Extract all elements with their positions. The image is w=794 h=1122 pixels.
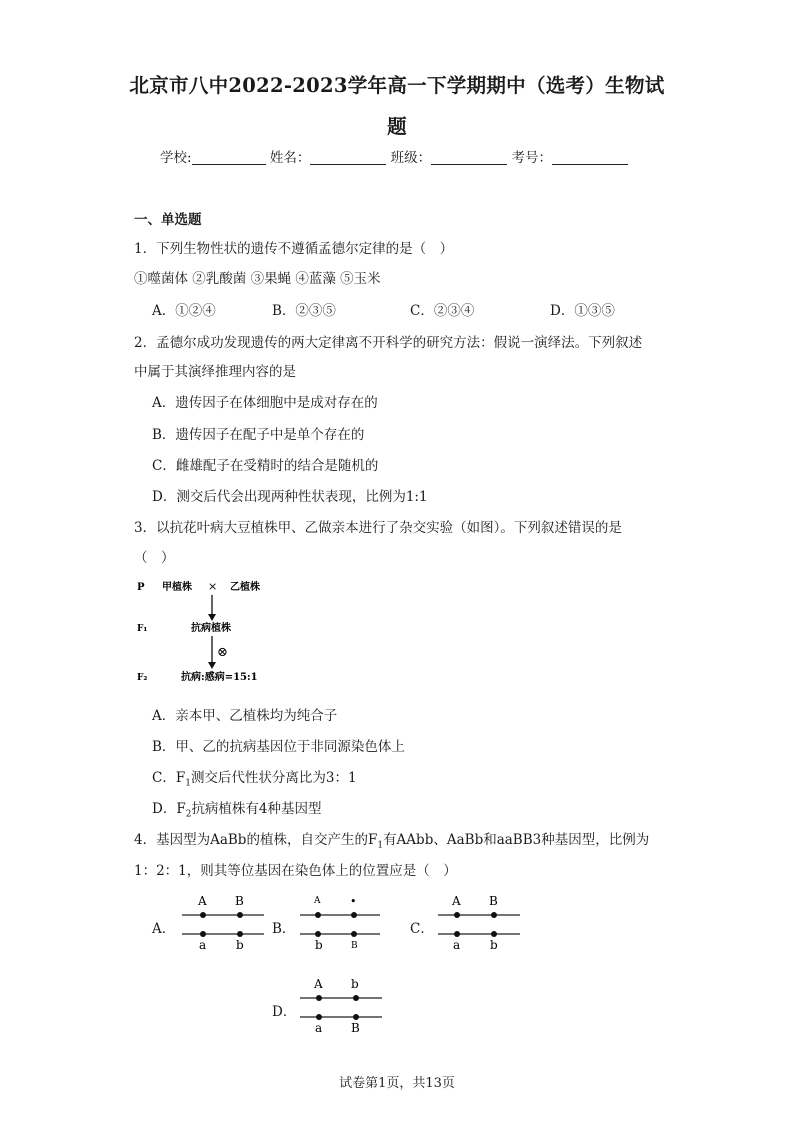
gene-locus-dot [351, 912, 357, 918]
gene-locus-dot [315, 912, 321, 918]
gene-locus-dot [316, 1014, 322, 1020]
gene-locus-dot [351, 931, 357, 937]
gene-top-1: A [198, 894, 207, 908]
q3-stem-line2: （ ） [134, 550, 175, 566]
q2-option-b[interactable]: B．遗传因子在配子中是单个存在的 [152, 427, 365, 443]
q4-stem-text: 4．基因型为AaBb的植株，自交产生的F [134, 832, 378, 848]
q2-stem-line1: 2．孟德尔成功发现遗传的两大定律离不开科学的研究方法：假说一演绎法。下列叙述 [134, 335, 643, 351]
q4-stem-rest: 有AAbb、AaBb和aaBB3种基因型，比例为 [383, 832, 650, 848]
q1-option-c[interactable]: C．②③④ [410, 303, 475, 319]
gene-bottom-1: a [315, 1021, 323, 1034]
gene-bottom-1: b [315, 938, 323, 951]
gene-top-2: b [351, 977, 359, 991]
gene-locus-dot [200, 931, 206, 937]
arrowhead-f1-to-f2 [208, 662, 216, 669]
gene-locus-dot [353, 1014, 359, 1020]
f2-label: F₂ [137, 673, 148, 683]
q2-stem-line2: 中属于其演绎推理内容的是 [134, 364, 296, 380]
gene-locus-dot [491, 912, 497, 918]
q4-option-b-chromosome[interactable] [296, 891, 386, 951]
p-label: P [137, 582, 145, 593]
gene-top-1: A [314, 977, 323, 991]
school-blank[interactable] [192, 150, 266, 165]
gene-bottom-1: a [199, 938, 207, 951]
gene-top-2: • [350, 895, 357, 908]
q1-option-b[interactable]: B．②③⑤ [272, 303, 336, 319]
gene-top-1: A [452, 894, 461, 908]
q3-option-c-subscript: 1 [185, 778, 191, 789]
q1-option-d[interactable]: D．①③⑤ [550, 303, 615, 319]
q4-option-a-label[interactable]: A． [152, 921, 176, 937]
gene-locus-dot [316, 995, 322, 1001]
q3-option-b[interactable] [152, 735, 405, 755]
q2-option-d[interactable]: D．测交后代会出现两种性状表现，比例为1:1 [152, 489, 428, 505]
gene-top-1: A [314, 896, 321, 906]
gene-locus-dot [491, 931, 497, 937]
gene-bottom-2: B [351, 1021, 360, 1034]
gene-bottom-1: a [453, 938, 461, 951]
exam-title-line1: 北京市八中2022-2023学年高一下学期期中（选考）生物试 [129, 74, 665, 97]
number-blank[interactable] [552, 150, 628, 165]
student-info-row [160, 146, 628, 166]
page-footer: 试卷第1页，共13页 [339, 1076, 455, 1091]
q4-option-b-label[interactable]: B． [272, 921, 296, 937]
arrowhead-p-to-f1 [208, 614, 216, 621]
q2-option-a[interactable]: A．遗传因子在体细胞中是成对存在的 [152, 395, 378, 411]
q3-option-d-rest: 抗病植株有4种基因型 [191, 801, 322, 817]
gene-locus-dot [237, 931, 243, 937]
q3-stem-line1: 3．以抗花叶病大豆植株甲、乙做亲本进行了杂交实验（如图）。下列叙述错误的是 [134, 520, 622, 536]
parent-b-label: 乙植株 [230, 582, 260, 593]
gene-bottom-2: b [236, 938, 244, 951]
q4-stem-line2: 1：2：1，则其等位基因在染色体上的位置应是（ ） [134, 863, 457, 879]
class-blank[interactable] [431, 150, 507, 165]
q1-option-a[interactable]: A．①②④ [152, 303, 216, 319]
q4-stem-line1 [134, 828, 649, 851]
gene-top-2: B [489, 894, 498, 908]
selfing-symbol: ⊗ [217, 645, 228, 660]
name-label: 姓名： [269, 150, 311, 166]
q3-option-d-text: D．F [152, 801, 186, 817]
q3-option-d[interactable] [152, 797, 322, 820]
gene-locus-dot [454, 912, 460, 918]
f1-label: F₁ [137, 624, 148, 634]
cross-symbol: × [208, 580, 218, 593]
q4-stem-subscript: 1 [377, 840, 384, 851]
gene-bottom-2: b [490, 938, 498, 951]
q3-option-a[interactable] [152, 704, 337, 724]
q3-option-c[interactable] [152, 766, 357, 789]
section-title: 一、单选题 [134, 212, 202, 228]
f2-text: 抗病:感病=15:1 [181, 672, 258, 683]
q2-option-c[interactable]: C．雌雄配子在受精时的结合是随机的 [152, 458, 379, 474]
name-blank[interactable] [310, 150, 386, 165]
q4-option-c-label[interactable]: C． [410, 921, 434, 937]
q3-option-d-subscript: 2 [185, 809, 192, 820]
q4-option-d-label[interactable]: D． [272, 1004, 297, 1020]
number-label: 考号： [511, 150, 552, 166]
gene-locus-dot [454, 931, 460, 937]
q3-option-a-text: A．亲本甲、乙植株均为纯合子 [152, 708, 338, 724]
q1-stem: 1．下列生物性状的遗传不遵循孟德尔定律的是（ ） [134, 241, 454, 257]
q4-option-d-chromosome[interactable] [296, 974, 386, 1034]
parent-a-label: 甲植株 [162, 582, 192, 593]
gene-top-2: B [235, 894, 244, 908]
gene-locus-dot [200, 912, 206, 918]
exam-title-line2: 题 [387, 115, 407, 138]
gene-locus-dot [353, 995, 359, 1001]
class-label: 班级： [390, 150, 432, 166]
cross-diagram [134, 578, 294, 688]
gene-bottom-2: B [351, 941, 358, 951]
f1-text: 抗病植株 [191, 623, 231, 634]
gene-locus-dot [315, 931, 321, 937]
q4-option-a-chromosome[interactable] [178, 891, 268, 951]
q3-option-c-rest: 测交后代性状分离比为3：1 [190, 770, 357, 786]
q3-option-c-text: C．F [152, 770, 186, 786]
q1-items: ①噬菌体 ②乳酸菌 ③果蝇 ④蓝藻 ⑤玉米 [134, 271, 381, 287]
gene-locus-dot [237, 912, 243, 918]
q3-option-b-text: B．甲、乙的抗病基因位于非同源染色体上 [152, 739, 405, 755]
q4-option-c-chromosome[interactable] [434, 891, 524, 951]
school-label: 学校: [160, 150, 192, 166]
